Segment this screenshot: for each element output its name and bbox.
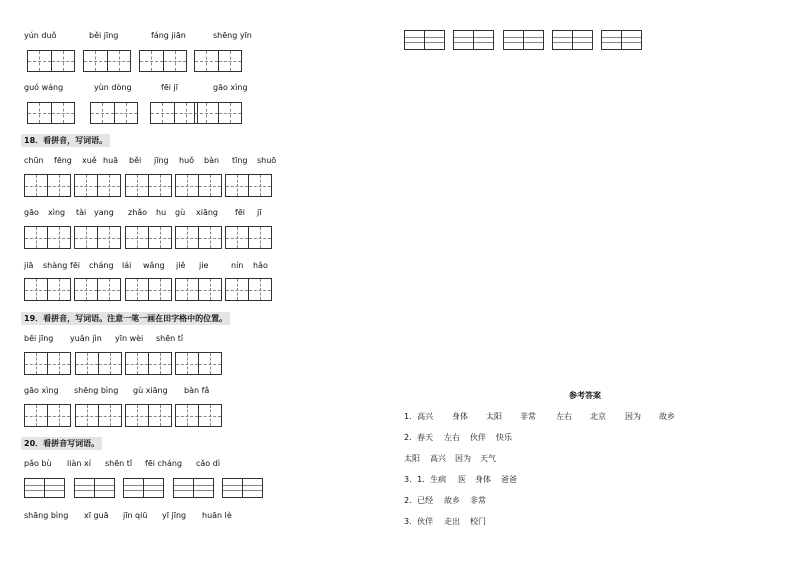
pinyin: jiā bbox=[24, 261, 34, 270]
pinyin: bàn fǎ bbox=[184, 386, 210, 395]
answer-item: 快乐 bbox=[496, 433, 512, 442]
pinyin: jīng bbox=[154, 156, 169, 165]
writing-grid[interactable] bbox=[125, 226, 172, 249]
answer-item: 左右 bbox=[444, 433, 460, 442]
pinyin: jie bbox=[199, 261, 209, 270]
answer-item: 高兴 bbox=[430, 454, 446, 463]
writing-grid[interactable] bbox=[75, 352, 122, 375]
writing-grid[interactable] bbox=[139, 50, 187, 72]
question-title: 20．看拼音写词语。 bbox=[21, 437, 102, 450]
writing-grid[interactable] bbox=[24, 352, 71, 375]
writing-grid[interactable] bbox=[24, 174, 71, 197]
writing-grid[interactable] bbox=[150, 102, 198, 124]
writing-grid[interactable] bbox=[175, 404, 222, 427]
pinyin: xī guā bbox=[84, 511, 109, 520]
pinyin: guó wáng bbox=[24, 83, 64, 92]
writing-grid[interactable] bbox=[125, 352, 172, 375]
pinyin: jīn qiū bbox=[123, 511, 148, 520]
answer-item: 爸爸 bbox=[501, 475, 517, 484]
writing-grid[interactable] bbox=[83, 50, 131, 72]
pinyin: cǎo dì bbox=[196, 459, 221, 468]
pinyin: shēng bìng bbox=[74, 386, 119, 395]
pinyin: běi bbox=[129, 156, 142, 165]
answer-line bbox=[404, 516, 486, 527]
answer-item: 身体 bbox=[475, 475, 491, 484]
answer-item: 3．伙伴 bbox=[404, 517, 434, 526]
pinyin: gāo xìng bbox=[24, 386, 59, 395]
writing-grid[interactable] bbox=[24, 278, 71, 301]
answer-item: 非常 bbox=[470, 496, 486, 505]
pinyin: tīng bbox=[232, 156, 248, 165]
pinyin: gāo bbox=[24, 208, 39, 217]
pinyin: shuō bbox=[257, 156, 277, 165]
writing-grid[interactable] bbox=[175, 278, 222, 301]
pinyin: yún duǒ bbox=[24, 31, 57, 40]
answer-item: 太阳 bbox=[404, 454, 420, 463]
writing-grid[interactable] bbox=[175, 226, 222, 249]
pinyin: wǎng bbox=[143, 261, 165, 270]
pinyin: huā bbox=[103, 156, 119, 165]
pinyin: huǒ bbox=[179, 156, 195, 165]
pinyin: yī jīng bbox=[162, 511, 187, 520]
answer-item: 2．春天 bbox=[404, 433, 434, 442]
answer-item: 天气 bbox=[480, 454, 496, 463]
pinyin: zhǎo bbox=[128, 208, 148, 217]
pinyin: tài bbox=[76, 208, 87, 217]
writing-grid[interactable] bbox=[75, 404, 122, 427]
writing-grid[interactable] bbox=[222, 478, 263, 498]
question-title: 18．看拼音，写词语。 bbox=[21, 134, 110, 147]
writing-grid[interactable] bbox=[27, 50, 75, 72]
pinyin: cháng bbox=[89, 261, 114, 270]
pinyin: gāo xìng bbox=[213, 83, 248, 92]
answer-item: 因为 bbox=[455, 454, 471, 463]
pinyin: yuǎn jìn bbox=[70, 334, 102, 343]
answer-line bbox=[404, 453, 496, 464]
writing-grid[interactable] bbox=[74, 226, 121, 249]
pinyin: hu bbox=[156, 208, 167, 217]
answer-item: 3．1．生病 bbox=[404, 475, 447, 484]
writing-grid[interactable] bbox=[74, 478, 115, 498]
pinyin: xiāng bbox=[196, 208, 219, 217]
answer-line bbox=[404, 474, 517, 485]
pinyin: shàng bbox=[43, 261, 68, 270]
writing-grid[interactable] bbox=[194, 50, 242, 72]
pinyin: liàn xí bbox=[67, 459, 91, 468]
answer-item: 非常 bbox=[520, 412, 536, 421]
writing-grid[interactable] bbox=[125, 174, 172, 197]
pinyin: běi jīng bbox=[89, 31, 119, 40]
pinyin: pǎo bù bbox=[24, 459, 52, 468]
pinyin: yīn wèi bbox=[115, 334, 144, 343]
pinyin: nín bbox=[231, 261, 244, 270]
answer-item: 走出 bbox=[444, 517, 460, 526]
writing-grid[interactable] bbox=[453, 30, 494, 50]
pinyin: xìng bbox=[48, 208, 66, 217]
writing-grid[interactable] bbox=[27, 102, 75, 124]
pinyin: fēi cháng bbox=[145, 459, 183, 468]
answer-item: 1．高兴 bbox=[404, 412, 434, 421]
pinyin: fēi bbox=[235, 208, 245, 217]
writing-grid[interactable] bbox=[173, 478, 214, 498]
pinyin: fēi jī bbox=[161, 83, 178, 92]
writing-grid[interactable] bbox=[225, 174, 272, 197]
pinyin: bàn bbox=[204, 156, 220, 165]
answer-line bbox=[404, 495, 486, 506]
writing-grid[interactable] bbox=[74, 174, 121, 197]
pinyin: shēn tǐ bbox=[156, 334, 184, 343]
answer-item: 故乡 bbox=[444, 496, 460, 505]
writing-grid[interactable] bbox=[74, 278, 121, 301]
pinyin: jī bbox=[257, 208, 262, 217]
pinyin: lái bbox=[122, 261, 132, 270]
writing-grid[interactable] bbox=[175, 352, 222, 375]
writing-grid[interactable] bbox=[24, 226, 71, 249]
writing-grid[interactable] bbox=[601, 30, 642, 50]
pinyin: gù xiāng bbox=[133, 386, 168, 395]
pinyin: huān lè bbox=[202, 511, 232, 520]
writing-grid[interactable] bbox=[194, 102, 242, 124]
answer-item: 因为 bbox=[625, 412, 641, 421]
writing-grid[interactable] bbox=[175, 174, 222, 197]
answers-title: 参考答案 bbox=[569, 391, 601, 400]
writing-grid[interactable] bbox=[404, 30, 445, 50]
writing-grid[interactable] bbox=[123, 478, 164, 498]
writing-grid[interactable] bbox=[24, 478, 65, 498]
pinyin: yùn dòng bbox=[94, 83, 132, 92]
answer-line bbox=[404, 432, 512, 443]
pinyin: fēng bbox=[54, 156, 72, 165]
pinyin: shāng bìng bbox=[24, 511, 69, 520]
writing-grid[interactable] bbox=[503, 30, 544, 50]
pinyin: hǎo bbox=[253, 261, 268, 270]
writing-grid[interactable] bbox=[225, 278, 272, 301]
answer-item: 校门 bbox=[470, 517, 486, 526]
pinyin: shēng yīn bbox=[213, 31, 252, 40]
answer-item: 2．已经 bbox=[404, 496, 434, 505]
writing-grid[interactable] bbox=[90, 102, 138, 124]
answer-item: 身体 bbox=[452, 412, 468, 421]
answer-item: 医 bbox=[458, 475, 466, 484]
writing-grid[interactable] bbox=[552, 30, 593, 50]
answer-item: 太阳 bbox=[486, 412, 502, 421]
writing-grid[interactable] bbox=[125, 278, 172, 301]
writing-grid[interactable] bbox=[225, 226, 272, 249]
answer-line bbox=[404, 411, 675, 422]
pinyin: jiě bbox=[176, 261, 186, 270]
writing-grid[interactable] bbox=[24, 404, 71, 427]
answer-item: 伙伴 bbox=[470, 433, 486, 442]
writing-grid[interactable] bbox=[125, 404, 172, 427]
pinyin: xuě bbox=[82, 156, 97, 165]
pinyin: yang bbox=[94, 208, 114, 217]
pinyin: fēi bbox=[70, 261, 80, 270]
pinyin: shēn tǐ bbox=[105, 459, 133, 468]
answer-item: 左右 bbox=[556, 412, 572, 421]
question-title: 19．看拼音，写词语。注意一笔一画在田字格中的位置。 bbox=[21, 312, 230, 325]
pinyin: běi jīng bbox=[24, 334, 54, 343]
answer-item: 北京 bbox=[590, 412, 606, 421]
pinyin: gù bbox=[175, 208, 186, 217]
answer-item: 故乡 bbox=[659, 412, 675, 421]
pinyin: fáng jiān bbox=[151, 31, 186, 40]
pinyin: chūn bbox=[24, 156, 44, 165]
